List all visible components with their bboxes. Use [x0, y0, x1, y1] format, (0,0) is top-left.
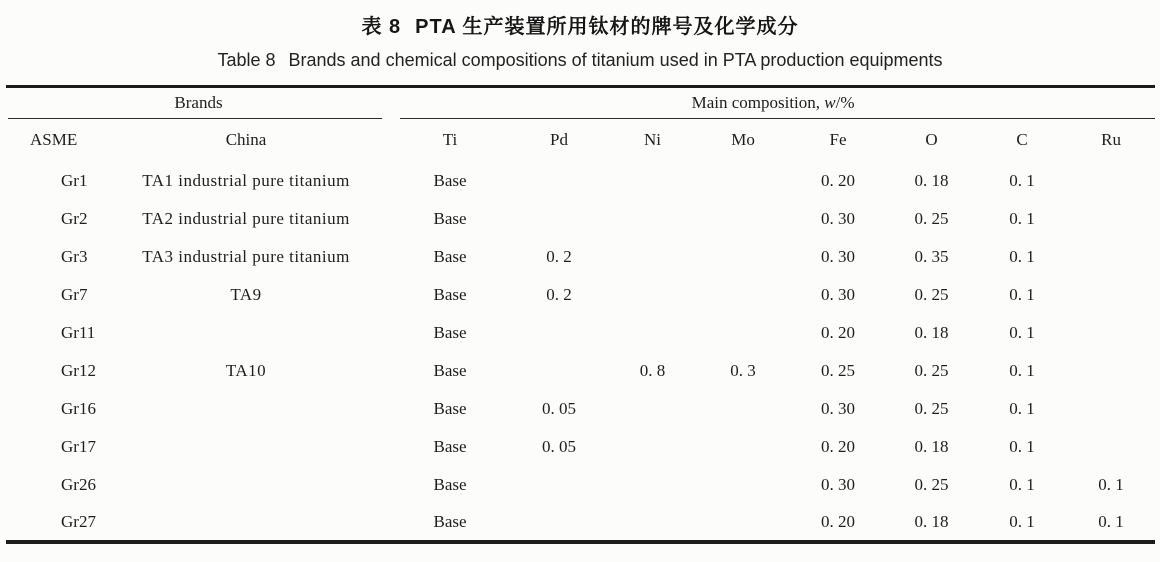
cell-fe: 0. 20: [821, 436, 856, 456]
cell-pd: 0. 2: [546, 284, 572, 304]
cell-china: [101, 504, 391, 542]
table-row: [6, 162, 1155, 200]
cell-mo: [696, 390, 790, 428]
cell-china: TA9: [230, 284, 262, 304]
cell-mo: [696, 200, 790, 238]
cell-asme: Gr1: [61, 170, 88, 190]
cell-ni: [609, 200, 696, 238]
cell-ni: [609, 390, 696, 428]
composition-unit-suffix: /%: [835, 93, 855, 113]
cell-ti: Base: [433, 398, 467, 418]
col-header-o: O: [925, 130, 938, 149]
cell-asme: Gr16: [61, 398, 96, 418]
group-header-brands: [6, 87, 391, 119]
cell-c: 0. 1: [1009, 360, 1035, 380]
cell-ru: [1067, 200, 1155, 238]
cell-o: 0. 18: [914, 170, 949, 190]
group-header-row: [6, 87, 1155, 119]
column-header-row: [6, 119, 1155, 162]
cell-fe: 0. 30: [821, 398, 856, 418]
cell-ru: 0. 1: [1098, 511, 1124, 531]
cell-fe: 0. 30: [821, 284, 856, 304]
cell-china: [101, 390, 391, 428]
cell-c: 0. 1: [1009, 474, 1035, 494]
col-header-china: China: [225, 130, 267, 149]
cell-asme: Gr26: [61, 474, 96, 494]
cell-o: 0. 35: [914, 246, 949, 266]
table-row: [6, 504, 1155, 542]
cell-fe: 0. 30: [821, 208, 856, 228]
cell-pd: 0. 05: [542, 398, 577, 418]
cell-asme: Gr3: [61, 246, 88, 266]
cell-ni: [609, 238, 696, 276]
cell-mo: [696, 428, 790, 466]
table-body: [6, 162, 1155, 542]
cell-ni: 0. 8: [639, 360, 666, 380]
cell-ru: [1067, 276, 1155, 314]
group-header-composition-label: Main composition,: [691, 93, 821, 113]
cell-mo: [696, 314, 790, 352]
cell-pd: [509, 314, 609, 352]
cell-c: 0. 1: [1009, 170, 1035, 190]
table-title-en: [0, 48, 1160, 72]
table-title-en-text: Brands and chemical compositions of titanium used in PTA production equipments: [288, 50, 943, 70]
cell-asme: Gr12: [61, 360, 96, 380]
cell-pd: [509, 162, 609, 200]
cell-fe: 0. 20: [821, 170, 856, 190]
cell-c: 0. 1: [1009, 398, 1035, 418]
col-header-asme: ASME: [30, 130, 78, 149]
cell-pd: [509, 466, 609, 504]
cell-ru: [1067, 428, 1155, 466]
cell-ti: Base: [433, 208, 467, 228]
col-header-pd: Pd: [550, 130, 568, 149]
col-header-c: C: [1016, 130, 1028, 149]
table-row: [6, 238, 1155, 276]
table-number-en: Table 8: [217, 50, 276, 70]
cell-ti: Base: [433, 511, 467, 531]
cell-fe: 0. 20: [821, 322, 856, 342]
cell-china: TA3 industrial pure titanium: [142, 246, 350, 266]
cell-ni: [609, 314, 696, 352]
cell-mo: [696, 162, 790, 200]
cell-mo: [696, 466, 790, 504]
cell-china: TA1 industrial pure titanium: [142, 170, 350, 190]
cell-ru: [1067, 162, 1155, 200]
cell-ti: Base: [433, 474, 467, 494]
cell-asme: Gr7: [61, 284, 88, 304]
composition-table: [6, 85, 1155, 544]
col-header-ti: Ti: [442, 130, 458, 149]
cell-fe: 0. 30: [821, 246, 856, 266]
cell-ti: Base: [433, 436, 467, 456]
cell-pd: [509, 504, 609, 542]
cell-o: 0. 25: [914, 208, 949, 228]
group-header-composition: [391, 87, 1155, 119]
cell-o: 0. 18: [914, 322, 949, 342]
col-header-ru: Ru: [1101, 130, 1121, 149]
cell-c: 0. 1: [1009, 436, 1035, 456]
cell-c: 0. 1: [1009, 511, 1035, 531]
cell-ti: Base: [433, 360, 467, 380]
table-row: [6, 466, 1155, 504]
cell-ru: [1067, 314, 1155, 352]
cell-fe: 0. 30: [821, 474, 856, 494]
cell-china: [101, 428, 391, 466]
cell-china: [101, 314, 391, 352]
table-row: [6, 428, 1155, 466]
cell-fe: 0. 25: [821, 360, 856, 380]
cell-pd: 0. 05: [542, 436, 577, 456]
cell-o: 0. 25: [914, 360, 949, 380]
cell-c: 0. 1: [1009, 208, 1035, 228]
cell-ti: Base: [433, 284, 467, 304]
table-row: [6, 200, 1155, 238]
table-row: [6, 314, 1155, 352]
cell-fe: 0. 20: [821, 511, 856, 531]
cell-china: [101, 466, 391, 504]
cell-ti: Base: [433, 322, 467, 342]
cell-asme: Gr2: [61, 208, 88, 228]
table-row: [6, 390, 1155, 428]
cell-ni: [609, 162, 696, 200]
table-row: [6, 276, 1155, 314]
cell-ti: Base: [433, 170, 467, 190]
composition-unit-variable: w: [824, 93, 836, 113]
cell-ru: [1067, 352, 1155, 390]
cell-asme: Gr17: [61, 436, 96, 456]
cell-ru: [1067, 238, 1155, 276]
table-row: [6, 352, 1155, 390]
cell-mo: [696, 238, 790, 276]
cell-china: TA10: [225, 360, 267, 380]
table-title-zh: [0, 13, 1160, 41]
cell-mo: [696, 504, 790, 542]
cell-c: 0. 1: [1009, 246, 1035, 266]
cell-o: 0. 25: [914, 474, 949, 494]
cell-ru: [1067, 390, 1155, 428]
cell-mo: [696, 276, 790, 314]
cell-china: TA2 industrial pure titanium: [142, 208, 350, 228]
cell-pd: [509, 200, 609, 238]
cell-ni: [609, 466, 696, 504]
cell-o: 0. 25: [914, 284, 949, 304]
col-header-fe: Fe: [829, 130, 847, 149]
cell-ru: 0. 1: [1098, 474, 1124, 494]
cell-asme: Gr11: [61, 322, 96, 342]
col-header-mo: Mo: [731, 130, 755, 149]
cell-o: 0. 18: [914, 436, 949, 456]
table-number-zh: 表 8: [361, 16, 402, 38]
cell-c: 0. 1: [1009, 284, 1035, 304]
cell-o: 0. 18: [914, 511, 949, 531]
cell-o: 0. 25: [914, 398, 949, 418]
cell-pd: [509, 352, 609, 390]
cell-mo: 0. 3: [730, 360, 756, 380]
col-header-ni: Ni: [644, 130, 662, 149]
cell-pd: 0. 2: [546, 246, 572, 266]
cell-ni: [609, 504, 696, 542]
cell-ni: [609, 276, 696, 314]
cell-ni: [609, 428, 696, 466]
table-title-zh-text: PTA 生产装置所用钛材的牌号及化学成分: [415, 16, 799, 38]
cell-asme: Gr27: [61, 511, 96, 531]
group-header-brands-label: Brands: [174, 93, 223, 113]
cell-ti: Base: [433, 246, 467, 266]
cell-c: 0. 1: [1009, 322, 1035, 342]
